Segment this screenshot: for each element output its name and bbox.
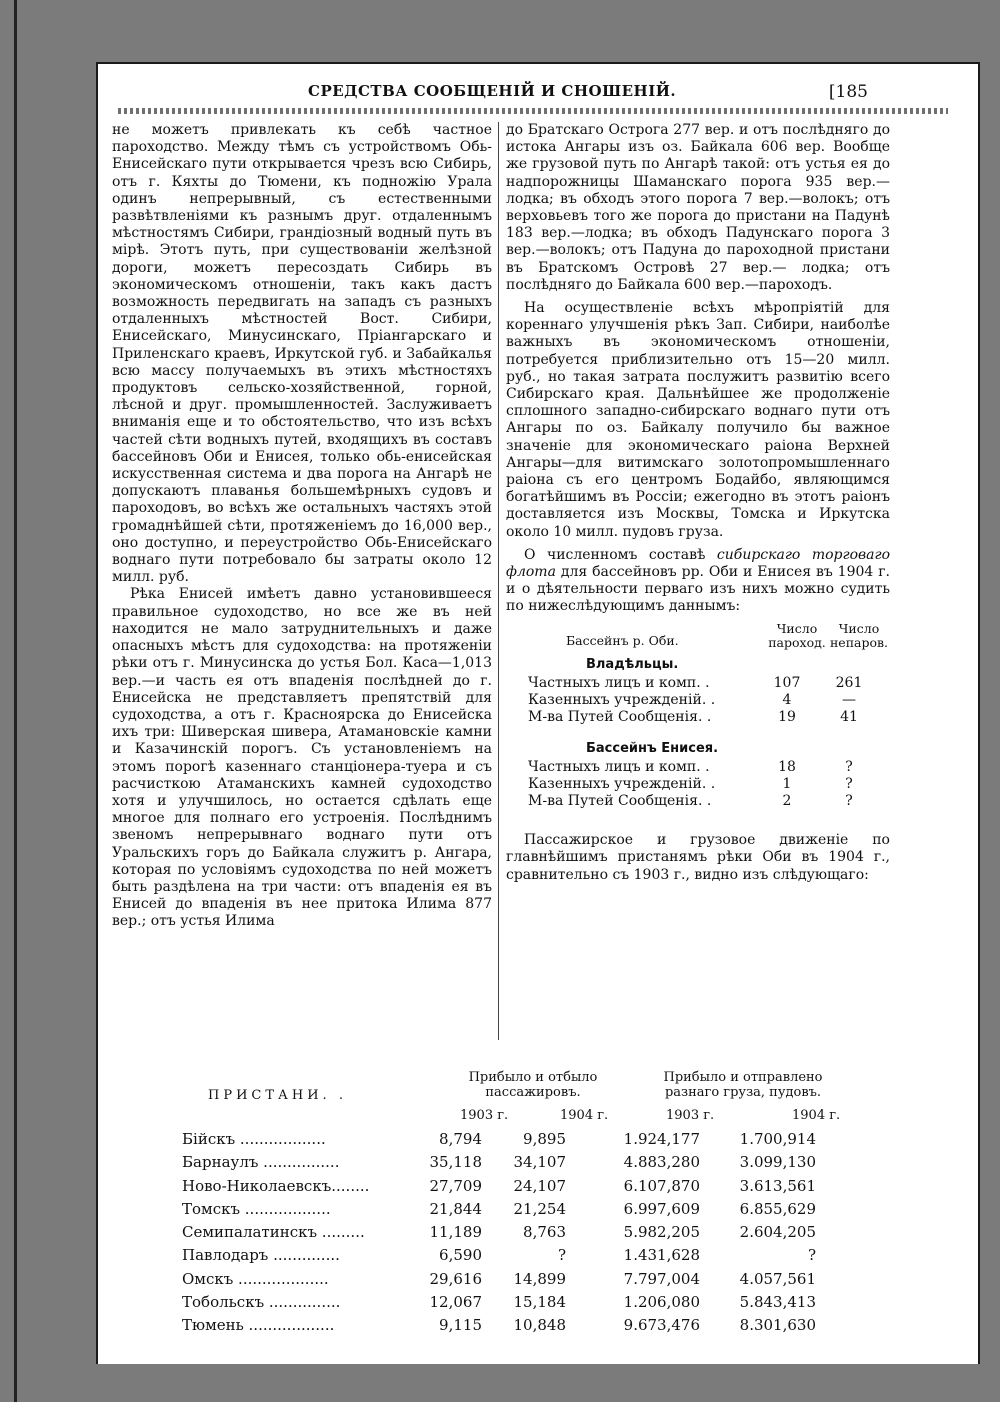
- cell: 6.997,609: [623, 1199, 700, 1218]
- port-name: Семипалатинскъ .........: [182, 1223, 365, 1242]
- row-label: Частныхъ лицъ и комп. .: [528, 759, 710, 776]
- cell: 10,848: [513, 1316, 566, 1335]
- table-row: [138, 1316, 898, 1339]
- cell: 4: [782, 691, 792, 708]
- table-row: [138, 1200, 898, 1223]
- running-header: [98, 82, 978, 106]
- table-row: [506, 709, 890, 726]
- year-header: 1904 г.: [560, 1108, 609, 1123]
- text-run: О численномъ составѣ: [524, 546, 717, 563]
- header-ornament-rule: [118, 108, 948, 114]
- cell: 4.883,280: [623, 1153, 700, 1172]
- cell: 1.431,628: [623, 1246, 700, 1265]
- table-row: [138, 1223, 898, 1246]
- cell: 261: [835, 674, 863, 691]
- page-title: СРЕДСТВА СООБЩЕНІЙ И СНОШЕНІЙ.: [308, 82, 677, 100]
- row-label: Казенныхъ учрежденій. .: [528, 691, 716, 708]
- column-divider: [498, 122, 499, 1040]
- cell: 2: [782, 793, 792, 810]
- cell: 21,254: [513, 1199, 566, 1218]
- cell: 9,895: [523, 1130, 566, 1148]
- table-row: [138, 1270, 898, 1293]
- document-page: [96, 62, 980, 1364]
- table-row: [506, 793, 890, 810]
- table-row: [138, 1130, 898, 1153]
- cell: 3.613,561: [739, 1176, 816, 1195]
- table-row: [138, 1293, 898, 1316]
- cell: 2.604,205: [739, 1223, 816, 1242]
- year-header: 1903 г.: [666, 1108, 715, 1123]
- cell: 24,107: [513, 1176, 566, 1195]
- cell: 21,844: [429, 1199, 482, 1218]
- cell: 11,189: [429, 1223, 482, 1242]
- cell: 35,118: [429, 1153, 482, 1172]
- table-row: [506, 776, 890, 793]
- cell: 6,590: [439, 1246, 482, 1265]
- row-label: Частныхъ лицъ и комп. .: [528, 674, 710, 691]
- cell: 14,899: [513, 1269, 566, 1288]
- paragraph: Рѣка Енисей имѣетъ давно установившееся правильное судоходство, но все же въ ней находится не мало затруднительныхъ и даже опасныхъ мѣстъ для судоходства: на протяженіи рѣки отъ г. Минусинска до устья Бол. Каса—1,013 вер.—и часть ея отъ впаденія послѣдней до г. Енисейска не представляетъ препятствій для судоходства, а отъ г. Красноярска до Енисейска ихъ три: Шиверская шивера, Атамановскіе камни и Казачинскій порогъ. Съ установленіемъ на этомъ порогѣ казеннаго станціонера-туера и съ расчисткою Атаманскихъ камней судоходство хотя и улучшилось, но остается сдѣлать еще многое для полнаго его устроенія. Послѣднимъ звеномъ непрерывнаго воднаго пути отъ Уральскихъ горъ до Байкала служитъ р. Ангара, которая по условіямъ судоходства по ней можетъ быть раздѣлена на три части: отъ впаденія ея въ Енисей до впаденія въ нее притока Илима 877 вер.; отъ устья Илима: [112, 586, 492, 930]
- cell: —: [842, 691, 856, 708]
- port-name: Томскъ ..................: [182, 1199, 331, 1218]
- cell: 19: [778, 708, 796, 725]
- paragraph: На осуществленіе всѣхъ мѣропріятій для кореннаго улучшенія рѣкъ Зап. Сибири, наиболѣе важныхъ въ экономическомъ отношеніи, потребуется приблизительно отъ 15—20 милл. руб., но такая затрата послужитъ развитію всего Сибирскаго края. Дальнѣйшее же продолженіе сплошного западно-сибирскаго воднаго пути отъ Ангары по оз. Байкалу получило бы важное значеніе для экономическаго раіона Верхней Ангары—для витимскаго золотопромышленнаго раіона съ его центромъ Бодайбо, являющимся богатѣйшимъ въ Россіи; ежегодно въ этотъ раіонъ доставляется изъ Москвы, Томска и Иркутска около 10 милл. пудовъ груза.: [506, 300, 890, 540]
- scan-edge-line: [14, 0, 17, 1402]
- table-row: [138, 1246, 898, 1269]
- port-name: Барнаулъ ................: [182, 1153, 340, 1172]
- year-header: 1903 г.: [460, 1108, 509, 1123]
- port-name: Тюмень ..................: [182, 1316, 335, 1335]
- passengers-group-header: Прибыло и отбыло пассажировъ.: [468, 1070, 598, 1100]
- cell: 27,709: [429, 1176, 482, 1195]
- fleet-intro-paragraph: [506, 547, 890, 616]
- cell: 1.700,914: [739, 1130, 816, 1148]
- cargo-group-header: Прибыло и отправлено разнаго груза, пудовъ.: [663, 1070, 823, 1100]
- text-run: для бассейновъ рр. Оби и Енисея въ 1904 г. и о дѣятельности перваго изъ нихъ можно судить по нижеслѣдующимъ даннымъ:: [506, 564, 890, 615]
- table-row: [506, 692, 890, 709]
- table-row: [506, 759, 890, 776]
- basin-header: Бассейнъ р. Оби.: [566, 633, 679, 649]
- cell: ?: [557, 1246, 566, 1265]
- paragraph: Пассажирское и грузовое движеніе по главнѣйшимъ пристанямъ рѣки Оби въ 1904 г., сравнительно съ 1903 г., видно изъ слѣдующаго:: [506, 832, 890, 883]
- section-heading: Владѣльцы.: [586, 656, 679, 672]
- row-label: Казенныхъ учрежденій. .: [528, 776, 716, 793]
- cell: 1.924,177: [623, 1130, 700, 1148]
- cell: ?: [845, 776, 853, 793]
- cell: 15,184: [513, 1293, 566, 1312]
- paragraph: до Братскаго Острога 277 вер. и отъ послѣдняго до истока Ангары изъ оз. Байкала 606 вер. Вообще же грузовой путь по Ангарѣ такой: отъ устья ея до надпорожницы Шаманскаго порога 935 вер.—лодка; въ обходъ этого порога 7 вер.—волокъ; отъ верховьевъ того же порога до пристани на Падунѣ 183 вер.—лодка; въ обходъ Падунскаго порога 3 вер.—волокъ; отъ Падуна до пароходной пристани въ Братскомъ Островѣ 27 вер.— лодка; отъ послѣдняго до Байкала 600 вер.—пароходъ.: [506, 122, 890, 293]
- port-name: Павлодаръ ..............: [182, 1246, 340, 1265]
- left-column: [112, 122, 492, 931]
- cell: 1: [782, 776, 792, 793]
- cell: 5.843,413: [739, 1293, 816, 1312]
- cell: 6.855,629: [739, 1199, 816, 1218]
- cell: 107: [773, 674, 801, 691]
- cell: ?: [845, 759, 853, 776]
- cell: 9,115: [439, 1316, 482, 1335]
- cell: 34,107: [513, 1153, 566, 1172]
- non-steamers-header: Число непаров.: [829, 620, 889, 650]
- year-header: 1904 г.: [792, 1108, 841, 1123]
- fleet-table-header: [506, 622, 890, 650]
- port-name: Бійскъ ..................: [182, 1130, 326, 1148]
- cell: 12,067: [429, 1293, 482, 1312]
- port-name: Омскъ ...................: [182, 1269, 329, 1288]
- italic-term: сибирскаго торговаго флота: [506, 546, 890, 581]
- cell: 18: [778, 759, 796, 776]
- ports-header: ПРИСТАНИ. .: [208, 1088, 347, 1103]
- section-heading: Бассейнъ Енисея.: [586, 740, 719, 756]
- row-label: М-ва Путей Сообщенія. .: [528, 793, 712, 810]
- port-name: Ново-Николаевскъ........: [182, 1176, 370, 1195]
- steamers-header: Число пароход.: [768, 620, 826, 650]
- right-column: [506, 122, 890, 884]
- cell: ?: [845, 793, 853, 810]
- cell: 8,763: [523, 1223, 566, 1242]
- table-row: [138, 1153, 898, 1176]
- cell: 41: [840, 708, 858, 725]
- cell: 3.099,130: [739, 1153, 816, 1172]
- paragraph: не можетъ привлекать къ себѣ частное пароходство. Между тѣмъ съ устройствомъ Обь-Енисейскаго пути открывается чрезъ всю Сибирь, отъ г. Кяхты до Тюмени, къ подножію Урала одинъ непрерывный, съ естественными развѣтвленіями къ разнымъ друг. отдаленнымъ мѣстностямъ Сибири, грандіозный водный путь въ мірѣ. Этотъ путь, при существованіи желѣзной дороги, можетъ пересоздать Сибирь въ экономическомъ отношеніи, такъ какъ дастъ возможность передвигать на западъ съ разныхъ отдаленныхъ мѣстностей Вост. Сибири, Енисейскаго, Минусинскаго, Пріангарскаго и Приленскаго краевъ, Иркутской губ. и Забайкалья всю массу получаемыхъ въ этихъ мѣстностяхъ продуктовъ сельско-хозяйственной, горной, лѣсной и друг. промышленностей. Заслуживаетъ вниманія еще и то обстоятельство, что изъ всѣхъ частей сѣти водныхъ путей, входящихъ въ составъ бассейновъ Оби и Енисея, только обь-енисейская искусственная система и два порога на Ангарѣ не допускаютъ плаванья большемѣрныхъ судовъ и пароходовъ, во всѣхъ же остальныхъ частяхъ этой громаднѣйшей сѣти, протяженіемъ до 16,000 вер., оно доступно, и переустройство Обь-Енисейскаго воднаго пути потребовало бы затраты около 12 милл. руб.: [112, 122, 492, 586]
- port-name: Тобольскъ ...............: [182, 1293, 341, 1312]
- table-row: [138, 1177, 898, 1200]
- cell: 5.982,205: [623, 1223, 700, 1242]
- cell: 29,616: [429, 1269, 482, 1288]
- cell: ?: [807, 1246, 816, 1265]
- cell: 4.057,561: [739, 1269, 816, 1288]
- cell: 8,794: [439, 1130, 482, 1148]
- cell: 1.206,080: [623, 1293, 700, 1312]
- page-number: [185: [828, 82, 868, 102]
- cell: 9.673,476: [623, 1316, 700, 1335]
- row-label: М-ва Путей Сообщенія. .: [528, 708, 712, 725]
- cell: 7.797,004: [623, 1269, 700, 1288]
- table-row: [506, 675, 890, 692]
- ports-table-body: [138, 1130, 898, 1340]
- cell: 8.301,630: [739, 1316, 816, 1335]
- cell: 6.107,870: [623, 1176, 700, 1195]
